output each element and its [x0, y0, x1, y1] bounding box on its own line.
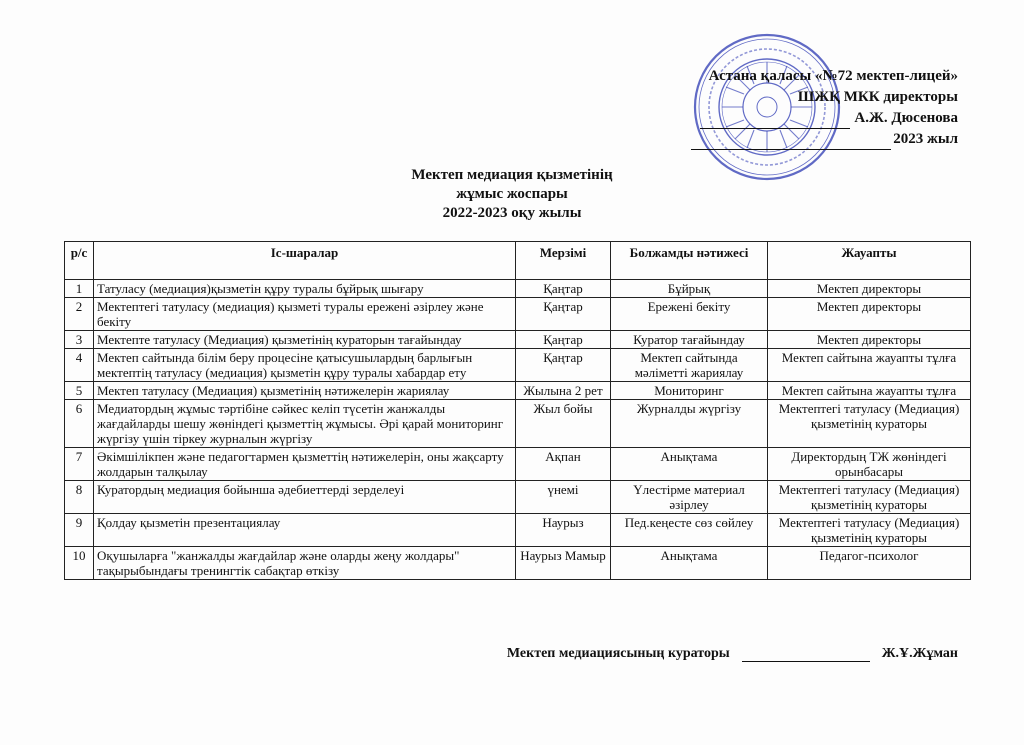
- row-event: Куратордың медиация бойынша әдебиеттерді зерделеуі: [94, 481, 516, 514]
- row-event: Мектеп татуласу (Медиация) қызметінің нәтижелерін жариялау: [94, 382, 516, 400]
- row-result: Мониторинг: [611, 382, 768, 400]
- row-event: Оқушыларға "жанжалды жағдайлар және оларды жеңу жолдары" тақырыбындағы тренингтік сабақтар өткізу: [94, 547, 516, 580]
- row-term: Қаңтар: [516, 298, 611, 331]
- table-row: [65, 280, 971, 298]
- table-row: [65, 481, 971, 514]
- row-num: 4: [65, 349, 94, 382]
- row-result: Куратор тағайындау: [611, 331, 768, 349]
- row-responsible: Мектеп директоры: [768, 280, 971, 298]
- row-event: Медиатордың жұмыс тәртібіне сәйкес келіп түсетін жанжалды жағдайларды шешу жөніндегі қызметтің жұмысы. Әрі қарай мониторинг жүргізу үшін тіркеу журналын жүргізу: [94, 400, 516, 448]
- header-responsible: Жауапты: [768, 242, 971, 280]
- curator-signature-line: [507, 646, 958, 662]
- document-title: [0, 166, 1024, 223]
- row-term: Ақпан: [516, 448, 611, 481]
- header-result: Болжамды нәтижесі: [611, 242, 768, 280]
- row-result: Мектеп сайтында мәліметті жариялау: [611, 349, 768, 382]
- row-event: Мектеп сайтында білім беру процесіне қатысушылардың барлығын мектептің татуласу (медиация) қызметін құру туралы хабардар ету: [94, 349, 516, 382]
- table-header-row: [65, 242, 971, 280]
- approval-position: ШЖҚ МКК директоры: [797, 89, 958, 105]
- row-result: Журналды жүргізу: [611, 400, 768, 448]
- row-responsible: Мектеп директоры: [768, 298, 971, 331]
- approval-signature-line: [691, 108, 958, 129]
- title-line-2: жұмыс жоспары: [456, 186, 568, 202]
- approval-date-line: [691, 129, 958, 150]
- row-term: Жылына 2 рет: [516, 382, 611, 400]
- row-term: Қаңтар: [516, 349, 611, 382]
- row-result: Үлестірме материал әзірлеу: [611, 481, 768, 514]
- row-responsible: Мектептегі татуласу (Медиация) қызметінің кураторы: [768, 514, 971, 547]
- row-term: Наурыз Мамыр: [516, 547, 611, 580]
- row-num: 3: [65, 331, 94, 349]
- row-event: Мектепте татуласу (Медиация) қызметінің кураторын тағайындау: [94, 331, 516, 349]
- row-num: 1: [65, 280, 94, 298]
- row-event: Мектептегі татуласу (медиация) қызметі туралы ережені әзірлеу және бекіту: [94, 298, 516, 331]
- curator-name: Ж.Ұ.Жұман: [881, 646, 958, 661]
- row-event: Әкімшілікпен және педагогтармен қызметтің нәтижелерін, оны жақсарту жолдарын талқылау: [94, 448, 516, 481]
- approval-director-name: А.Ж. Дюсенова: [854, 110, 958, 126]
- row-term: Жыл бойы: [516, 400, 611, 448]
- row-term: үнемі: [516, 481, 611, 514]
- row-term: Қаңтар: [516, 280, 611, 298]
- table-row: [65, 331, 971, 349]
- row-num: 6: [65, 400, 94, 448]
- approval-block: [691, 66, 958, 150]
- table-row: [65, 400, 971, 448]
- row-num: 2: [65, 298, 94, 331]
- title-line-1: Мектеп медиация қызметінің: [411, 167, 613, 183]
- signature-blank: [742, 647, 870, 662]
- row-event: Қолдау қызметін презентациялау: [94, 514, 516, 547]
- row-responsible: Мектеп сайтына жауапты тұлға: [768, 382, 971, 400]
- row-responsible: Мектептегі татуласу (Медиация) қызметінің кураторы: [768, 481, 971, 514]
- table-row: [65, 547, 971, 580]
- table-row: [65, 349, 971, 382]
- row-term: Наурыз: [516, 514, 611, 547]
- table-row: [65, 448, 971, 481]
- title-line-3: 2022-2023 оқу жылы: [442, 205, 582, 221]
- row-responsible: Директордың ТЖ жөніндегі орынбасары: [768, 448, 971, 481]
- row-num: 9: [65, 514, 94, 547]
- header-event: Іс-шаралар: [94, 242, 516, 280]
- row-responsible: Мектептегі татуласу (Медиация) қызметінің кураторы: [768, 400, 971, 448]
- row-num: 8: [65, 481, 94, 514]
- row-result: Анықтама: [611, 547, 768, 580]
- row-result: Анықтама: [611, 448, 768, 481]
- row-num: 7: [65, 448, 94, 481]
- row-responsible: Мектеп сайтына жауапты тұлға: [768, 349, 971, 382]
- row-result: Ережені бекіту: [611, 298, 768, 331]
- work-plan-table: [64, 241, 971, 580]
- row-event: Татуласу (медиация)қызметін құру туралы бұйрық шығару: [94, 280, 516, 298]
- row-result: Бұйрық: [611, 280, 768, 298]
- row-responsible: Педагог-психолог: [768, 547, 971, 580]
- header-term: Мерзімі: [516, 242, 611, 280]
- row-term: Қаңтар: [516, 331, 611, 349]
- row-num: 5: [65, 382, 94, 400]
- table-row: [65, 298, 971, 331]
- table-row: [65, 514, 971, 547]
- approval-school: Астана қаласы «№72 мектеп-лицей»: [708, 68, 958, 84]
- approval-year: 2023 жыл: [893, 131, 958, 147]
- table-row: [65, 382, 971, 400]
- header-num: р/с: [65, 242, 94, 280]
- row-num: 10: [65, 547, 94, 580]
- curator-label: Мектеп медиациясының кураторы: [506, 646, 730, 661]
- row-result: Пед.кеңесте сөз сөйлеу: [611, 514, 768, 547]
- row-responsible: Мектеп директоры: [768, 331, 971, 349]
